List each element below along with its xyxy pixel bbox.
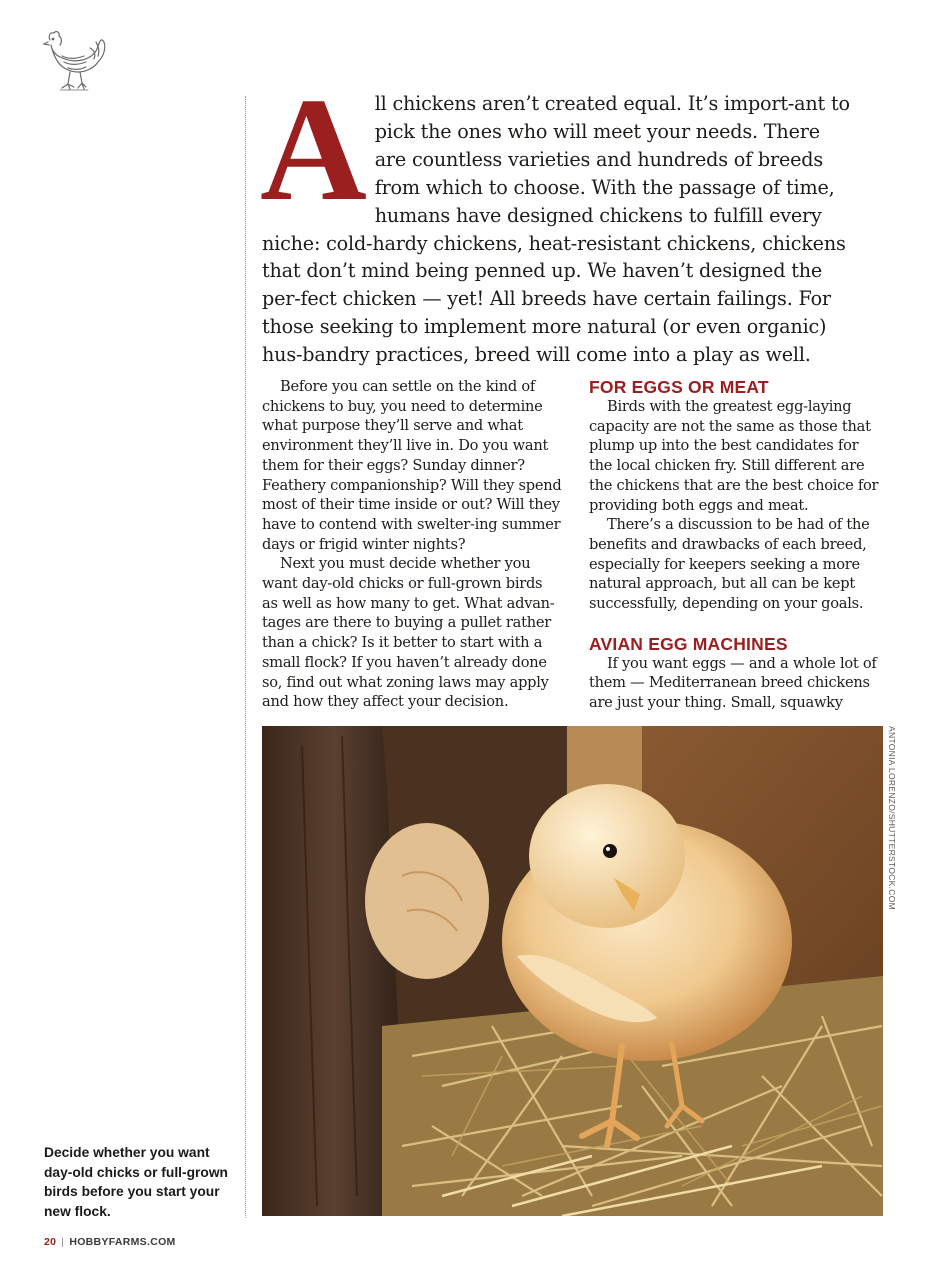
lead-paragraph (260, 68, 852, 369)
section-heading-avian-egg-machines: AVIAN EGG MACHINES (589, 633, 788, 654)
body-paragraph: Before you can settle on the kind of chickens to buy, you need to determine what purpose they’ll serve and what environment they’ll live in. Do you want them for their eggs? Sunday dinner? Feathery companionship? Will they spend most of their time inside or out? Will they have to contend with swelter-ing summer days or frigid winter nights? (262, 378, 562, 553)
page-number: 20 (44, 1236, 57, 1248)
hen-logo-icon (40, 26, 112, 98)
body-paragraph: If you want eggs — and a whole lot of them — Mediterranean breed chickens are just your thing. Small, squawky (589, 654, 877, 712)
body-paragraph: There’s a discussion to be had of the benefits and drawbacks of each breed, especially for keepers seeking a more natural approach, but all can be kept successfully, depending on your goals. (589, 516, 870, 613)
page-footer (44, 1236, 176, 1248)
drop-cap: A (260, 68, 367, 232)
lead-text: ll chickens aren’t created equal. It’s import-ant to pick the ones who will meet your needs. There are countless varieties and hundreds of breeds from which to choose. With the passage of time, humans have designed chickens to fulfill every niche: cold-hardy chickens, heat-resistant chickens, chickens that don’t mind being penned up. We haven’t designed the per-fect chicken — yet! All breeds have certain failings. For those seeking to implement more natural (or even organic) hus-bandry practices, breed will come into a play as well. (262, 92, 850, 367)
photo-caption: Decide whether you want day-old chicks or full-grown birds before you start your new flock. (44, 1145, 228, 1219)
body-paragraph: Next you must decide whether you want day-old chicks or full-grown birds as well as how many to get. What advan-tages are there to buying a pullet rather than a chick? Is it better to start with a small flock? If you haven’t already done so, find out what zoning laws may apply and how they affect your decision. (262, 555, 555, 711)
body-paragraph: Birds with the greatest egg-laying capacity are not the same as those that plump up into the best candidates for the local chicken fry. Still different are the chickens that are the best choice for providing both eggs and meat. (589, 398, 879, 514)
column-divider (245, 96, 246, 1218)
footer-separator: | (61, 1236, 65, 1248)
photo-credit: ANTONIA LORENZO/SHUTTERSTOCK.COM (887, 726, 897, 911)
footer-site: HOBBYFARMS.COM (69, 1236, 176, 1248)
right-column (589, 377, 879, 713)
chick-photo (262, 726, 883, 1216)
section-heading-eggs-or-meat: FOR EGGS OR MEAT (589, 377, 769, 397)
left-column (262, 377, 562, 712)
